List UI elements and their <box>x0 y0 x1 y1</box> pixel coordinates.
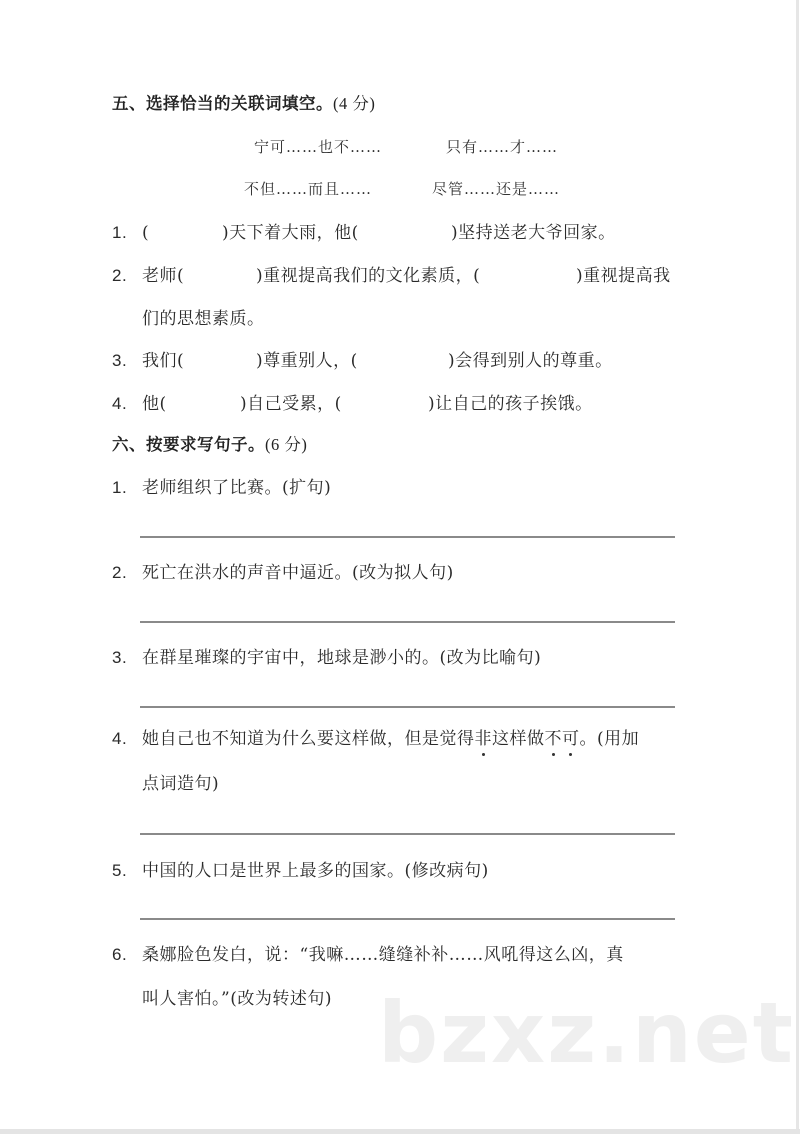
watermark: bzxz.net <box>378 984 795 1082</box>
fill-item-2-cont: 们的思想素质。 <box>142 309 265 329</box>
blank[interactable] <box>170 393 240 415</box>
section-6-heading <box>112 434 307 456</box>
section-title: 五、选择恰当的关联词填空。 <box>112 94 333 113</box>
rewrite-item-6-cont: 叫人害怕。”(改为转述句) <box>142 989 332 1009</box>
rewrite-item-6: 6. 桑娜脸色发白，说：“我嘛……缝缝补补……风吼得这么凶，真 <box>112 945 624 965</box>
page-border <box>0 1129 800 1134</box>
section-5-heading <box>112 93 375 115</box>
section-score: (6 分) <box>265 435 308 454</box>
option-2: 只有……才…… <box>446 138 559 156</box>
option-3: 不但……而且…… <box>244 180 373 198</box>
emphasized-char: 可 <box>562 729 580 749</box>
page-border <box>796 0 799 1134</box>
blank[interactable] <box>186 350 256 372</box>
blank[interactable] <box>502 265 574 287</box>
blank[interactable] <box>358 393 428 415</box>
fill-item-3: 3. 我们( )尊重别人，( )会得到别人的尊重。 <box>112 351 613 371</box>
rewrite-item-4-cont: 点词造句) <box>142 774 220 794</box>
blank[interactable] <box>374 350 446 372</box>
rewrite-item-3: 3. 在群星璀璨的宇宙中，地球是渺小的。(改为比喻句) <box>112 648 542 668</box>
answer-line-4[interactable] <box>140 833 675 835</box>
fill-item-4: 4. 他( )自己受累，( )让自己的孩子挨饿。 <box>112 394 593 414</box>
blank[interactable] <box>186 265 256 287</box>
option-4: 尽管……还是…… <box>432 180 561 198</box>
option-1: 宁可……也不…… <box>254 138 383 156</box>
blank[interactable] <box>367 222 451 244</box>
section-title: 六、按要求写句子。 <box>112 435 265 454</box>
answer-line-5[interactable] <box>140 918 675 920</box>
rewrite-item-2: 2. 死亡在洪水的声音中逼近。(改为拟人句) <box>112 563 454 583</box>
fill-item-1: 1. ( )天下着大雨，他( )坚持送老大爷回家。 <box>112 223 616 243</box>
section-score: (4 分) <box>333 94 376 113</box>
rewrite-item-4: 4. 她自己也不知道为什么要这样做，但是觉得非这样做不可。(用加 <box>112 729 640 749</box>
rewrite-item-5: 5. 中国的人口是世界上最多的国家。(修改病句) <box>112 861 489 881</box>
answer-line-2[interactable] <box>140 621 675 623</box>
fill-item-2: 2. 老师( )重视提高我们的文化素质，( )重视提高我 <box>112 266 671 286</box>
emphasized-char: 非 <box>474 729 492 749</box>
answer-line-1[interactable] <box>140 536 675 538</box>
answer-line-3[interactable] <box>140 706 675 708</box>
emphasized-char: 不 <box>544 729 562 749</box>
blank[interactable] <box>146 222 222 244</box>
rewrite-item-1: 1. 老师组织了比赛。(扩句) <box>112 478 332 498</box>
